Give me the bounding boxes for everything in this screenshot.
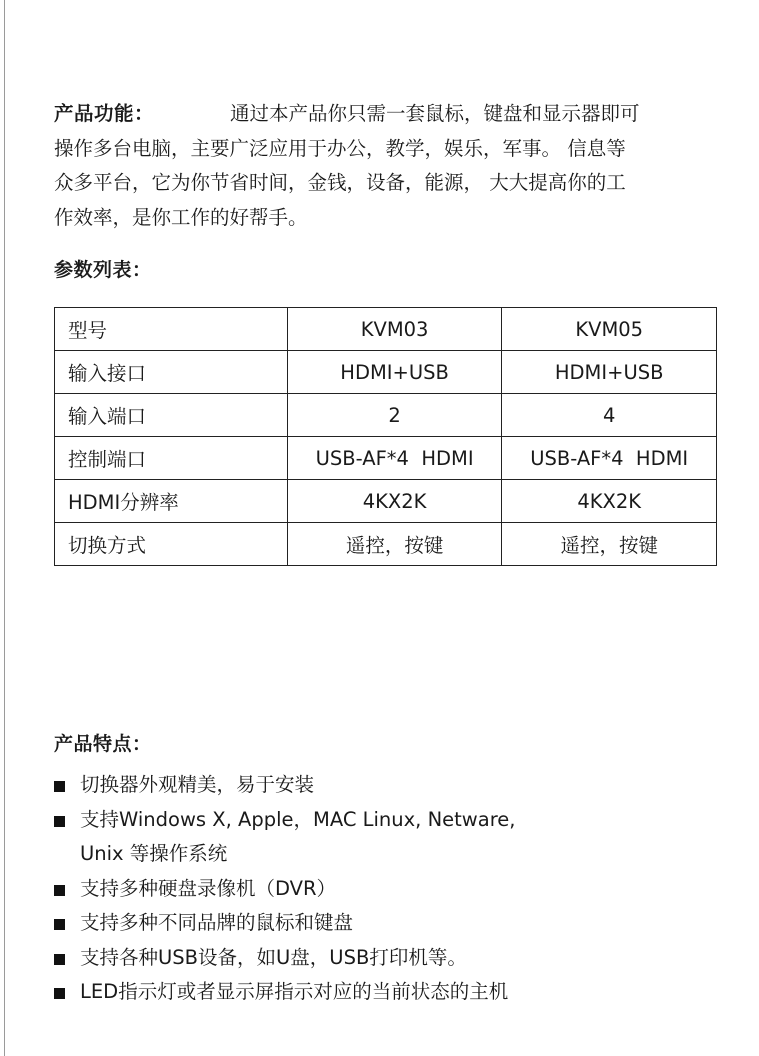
- kvm05-value: 4KX2K: [502, 480, 717, 523]
- kvm03-value: 遥控，按键: [287, 523, 502, 566]
- list-item: [54, 872, 516, 907]
- list-item: [54, 941, 516, 976]
- table-row: [55, 351, 717, 394]
- table-row: [55, 394, 717, 437]
- square-bullet-icon: [54, 988, 65, 999]
- square-bullet-icon: [54, 816, 65, 827]
- feature-text: 切换器外观精美，易于安装: [80, 773, 315, 796]
- page-border: [4, 0, 5, 1056]
- row-label: HDMI分辨率: [55, 480, 288, 523]
- parameter-list-heading: 参数列表：: [54, 259, 152, 281]
- table-row: [55, 437, 717, 480]
- function-line-3: 众多平台，它为你节省时间，金钱，设备，能源， 大大提高你的工: [54, 171, 626, 194]
- square-bullet-icon: [54, 954, 65, 965]
- list-item: [54, 906, 516, 941]
- list-item: [54, 803, 516, 872]
- product-function-paragraph: [54, 97, 720, 235]
- square-bullet-icon: [54, 885, 65, 896]
- row-label: 型号: [55, 308, 288, 351]
- parameter-table-body: [55, 308, 717, 566]
- feature-text-continuation: Unix 等操作系统: [80, 842, 228, 865]
- row-label: 切换方式: [55, 523, 288, 566]
- kvm03-value: KVM03: [287, 308, 502, 351]
- table-row: [55, 523, 717, 566]
- function-line-4: 作效率，是你工作的好帮手。: [54, 205, 308, 229]
- kvm03-value: 4KX2K: [287, 480, 502, 523]
- kvm05-value: USB-AF*4 HDMI: [502, 437, 717, 480]
- row-label: 输入接口: [55, 351, 288, 394]
- product-features-heading: 产品特点：: [54, 733, 152, 755]
- kvm05-value: HDMI+USB: [502, 351, 717, 394]
- kvm05-value: 遥控，按键: [502, 523, 717, 566]
- feature-text: LED指示灯或者显示屏指示对应的当前状态的主机: [80, 980, 509, 1003]
- feature-text: 支持多种不同品牌的鼠标和键盘: [80, 911, 354, 934]
- square-bullet-icon: [54, 919, 65, 930]
- kvm03-value: 2: [287, 394, 502, 437]
- list-item: [54, 975, 516, 1010]
- kvm05-value: 4: [502, 394, 717, 437]
- list-item: [54, 768, 516, 803]
- row-label: 控制端口: [55, 437, 288, 480]
- table-row: [55, 480, 717, 523]
- features-list: [54, 768, 516, 1010]
- kvm03-value: HDMI+USB: [287, 351, 502, 394]
- product-function-heading: 产品功能：: [54, 102, 155, 125]
- feature-text: 支持多种硬盘录像机（DVR）: [80, 876, 337, 900]
- function-first-line: [54, 97, 720, 132]
- function-line-2: 操作多台电脑，主要广泛应用于办公，教学，娱乐，军事。 信息等: [54, 136, 626, 160]
- row-label: 输入端口: [55, 394, 288, 437]
- kvm03-value: USB-AF*4 HDMI: [287, 437, 502, 480]
- feature-text: 支持Windows X, Apple，MAC Linux, Netware,: [80, 807, 516, 831]
- function-line-1: 通过本产品你只需一套鼠标，键盘和显示器即可: [230, 102, 640, 125]
- table-row: [55, 308, 717, 351]
- parameter-table: [54, 307, 717, 566]
- square-bullet-icon: [54, 781, 65, 792]
- kvm05-value: KVM05: [502, 308, 717, 351]
- feature-text: 支持各种USB设备，如U盘，USB打印机等。: [80, 945, 467, 969]
